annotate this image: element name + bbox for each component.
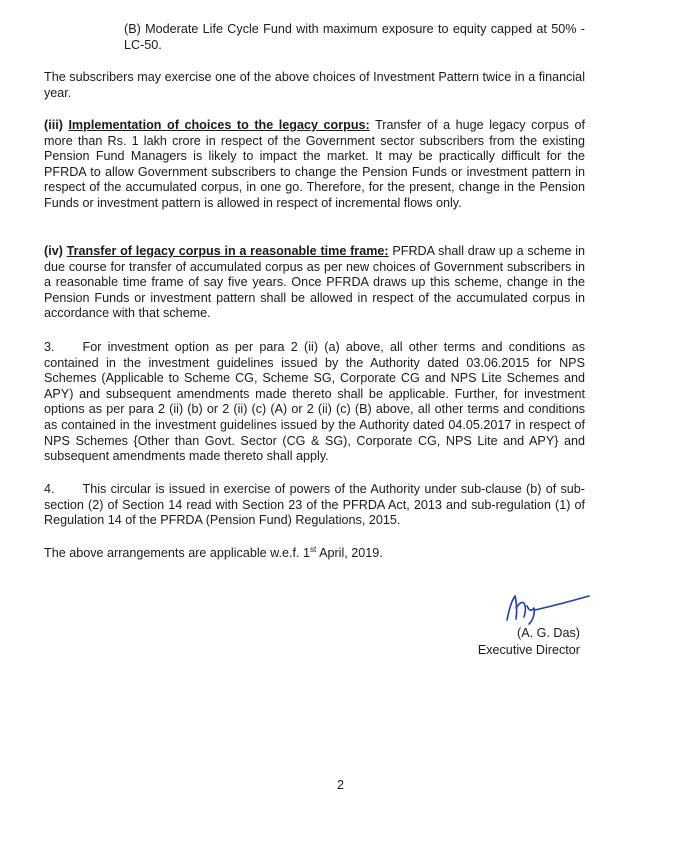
paragraph-4-circular-powers (44, 482, 585, 529)
applicability-date: April, 2019. (316, 546, 383, 560)
paragraph-number: 3. (44, 340, 55, 354)
applicability-text: The above arrangements are applicable w.e.f. 1 (44, 546, 311, 560)
signature-graphic (503, 592, 593, 626)
ordinal-suffix: st (310, 544, 317, 554)
investment-choice-note: The subscribers may exercise one of the above choices of Investment Pattern twice in a financial year. (44, 70, 585, 100)
signatory-title: Executive Director (477, 643, 580, 657)
paragraph-3-investment-guidelines (44, 340, 585, 465)
paragraph-number: (iii) (44, 118, 63, 132)
applicability-statement (44, 546, 585, 562)
paragraph-heading: Transfer of legacy corpus in a reasonable time frame: (66, 244, 389, 258)
item-b-moderate-life-cycle-fund: (B) Moderate Life Cycle Fund with maximum exposure to equity capped at 50% - LC-50. (124, 22, 585, 52)
paragraph-number: (iv) (44, 244, 63, 258)
paragraph-heading: Implementation of choices to the legacy corpus: (68, 118, 370, 132)
paragraph-body: PFRDA shall draw up a scheme in due course for transfer of accumulated corpus as per new choices of Government subscribers in a reasonable time frame of say five years. Once PFRDA draws up this scheme, change in the Pension Funds or investment pattern shall be allowed in respect of the accumulated corpus in accordance with that scheme. (44, 244, 586, 321)
paragraph-legacy-corpus-implementation (44, 118, 585, 212)
page-number: 2 (336, 778, 344, 792)
paragraph-number: 4. (44, 482, 55, 496)
paragraph-body: Transfer of a huge legacy corpus of more than Rs. 1 lakh crore in respect of the Government sector subscribers from the existing Pension Fund Managers is likely to impact the market. It may be practically difficult for the PFRDA to allow Government subscribers to change the Pension Funds or investment pattern in respect of the accumulated corpus, in one go. Therefore, for the present, change in the Pension Funds or investment pattern is allowed in respect of incremental flows only. (44, 118, 585, 210)
paragraph-body: For investment option as per para 2 (ii) (a) above, all other terms and conditions as contained in the investment guidelines issued by the Authority dated 03.06.2015 for NPS Schemes (Applicable to Scheme CG, Scheme SG, Corporate CG and NPS Lite Schemes and APY) and subsequent amendments made thereto shall be applicable. Further, for investment options as per para 2 (ii) (b) or 2 (ii) (c) (A) or 2 (ii) (c) (B) above, all other terms and conditions as contained in the investment guidelines issued by the Authority dated 04.05.2017 in respect of NPS Schemes {Other than Govt. Sector (CG & SG), Corporate CG, NPS Lite and APY} and subsequent amendments made thereto shall apply. (44, 340, 585, 464)
paragraph-body: This circular is issued in exercise of powers of the Authority under sub-clause (b) of sub-section (2) of Section 14 read with Section 23 of the PFRDA Act, 2013 and sub-regulation (1) of Regulation 14 of the PFRDA (Pension Fund) Regulations, 2015. (44, 482, 585, 528)
signatory-name: (A. G. Das) (517, 626, 580, 640)
paragraph-legacy-corpus-transfer (44, 244, 585, 322)
